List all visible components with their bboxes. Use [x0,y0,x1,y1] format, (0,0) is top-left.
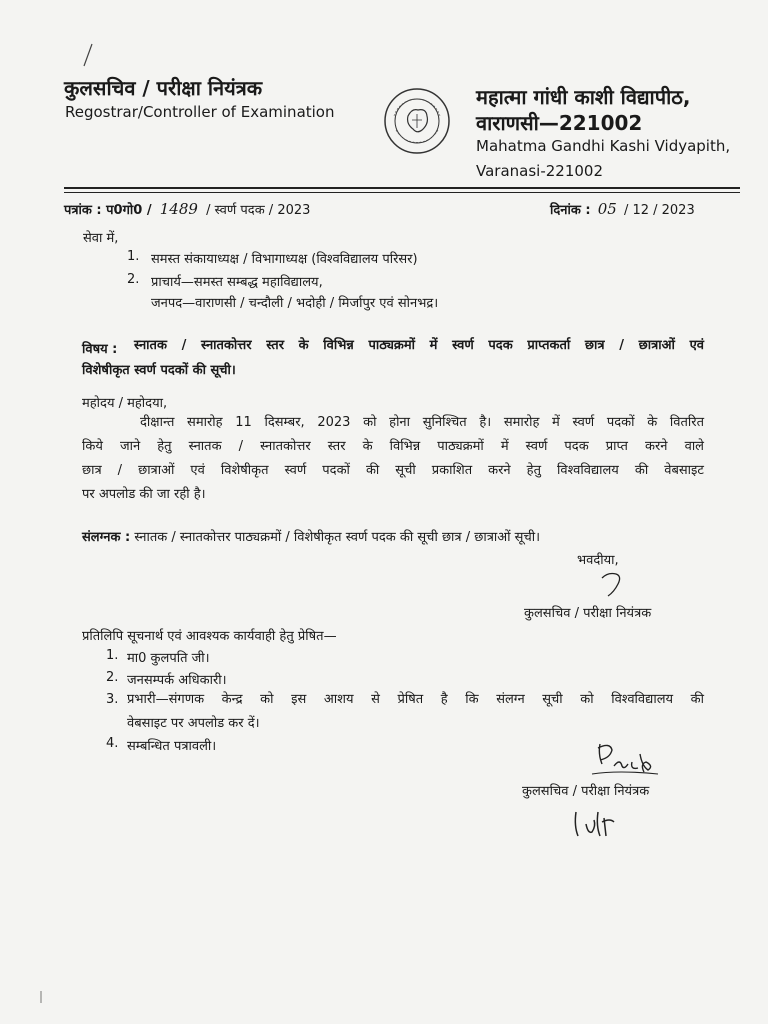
reference-handwritten-number: 1489 [159,200,198,218]
pen-mark [80,42,100,68]
copy-item-3-line-1: प्रभारी—संगणक केन्द्र को इस आशय से प्रेषित है कि संलग्न सूची को विश्वविद्यालय की [127,692,704,707]
greeting: महोदय / महोदया, [82,396,168,411]
reference-suffix: / स्वर्ण पदक / 2023 [206,203,311,218]
body-paragraph [82,411,704,507]
addressee-1-number: 1. [127,249,140,264]
letter-date [550,200,695,218]
enclosure-text: स्नातक / स्नातकोत्तर पाठ्यक्रमों / विशेषीकृत स्वर्ण पदक की सूची छात्र / छात्राओं सूची। [134,530,541,545]
initials-signature [570,808,630,842]
copy-intro: प्रतिलिपि सूचनार्थ एवं आवश्यक कार्यवाही हेतु प्रेषित— [82,629,337,644]
copy-item-2-number: 2. [106,670,119,685]
header-rule-thin [64,192,740,193]
salutation: सेवा में, [83,231,119,246]
copy-item-2: जनसम्पर्क अधिकारी। [127,673,227,688]
body-line-4: पर अपलोड की जा रही है। [82,487,206,502]
signature-tick [598,570,628,598]
copy-item-3-number: 3. [106,692,119,707]
reference-label: पत्रांक : प0गो0 / [64,203,152,218]
university-city-english: Varanasi-221002 [476,162,604,180]
closing-designation: कुलसचिव / परीक्षा नियंत्रक [524,606,652,621]
university-seal [382,86,452,156]
header-rule-thick [64,187,740,189]
date-handwritten-day: 05 [597,200,617,218]
date-label: दिनांक : [550,203,591,218]
subject-line-2: विशेषीकृत स्वर्ण पदकों की सूची। [82,363,236,378]
university-city-hindi: वाराणसी—221002 [476,111,643,135]
addressee-1: समस्त संकायाध्यक्ष / विभागाध्यक्ष (विश्वविद्यालय परिसर) [151,252,418,267]
signature [588,740,668,785]
addressee-2-number: 2. [127,272,140,287]
bottom-designation: कुलसचिव / परीक्षा नियंत्रक [522,784,650,799]
copy-item-3 [127,688,704,712]
scan-mark [36,990,46,1004]
registrar-title-hindi: कुलसचिव / परीक्षा नियंत्रक [64,76,263,100]
enclosure [82,527,540,545]
body-line-3: छात्र / छात्राओं एवं विशेषीकृत स्वर्ण पदकों की सूची प्रकाशित करने हेतु विश्वविद्यालय की वेबसाइट [82,463,704,478]
addressee-2-line2: जनपद—वाराणसी / चन्दौली / भदोही / मिर्जापुर एवं सोनभद्र। [151,296,439,311]
copy-item-3-line-2: वेबसाइट पर अपलोड कर दें। [127,716,260,731]
copy-item-1: मा0 कुलपति जी। [127,651,210,666]
registrar-title-english: Regostrar/Controller of Examination [65,103,335,121]
copy-item-1-number: 1. [106,648,119,663]
copy-item-4: सम्बन्धित पत्रावली। [127,739,217,754]
addressee-2: प्राचार्य—समस्त सम्बद्ध महाविद्यालय, [151,275,323,290]
copy-item-4-number: 4. [106,736,119,751]
date-rest: / 12 / 2023 [623,203,695,218]
subject-line-1: स्नातक / स्नातकोत्तर स्तर के विभिन्न पाठ्यक्रमों में स्वर्ण पदक प्राप्तकर्ता छात्र / छात्राओं एवं [134,338,704,353]
body-line-2: किये जाने हेतु स्नातक / स्नातकोत्तर स्तर के विभिन्न पाठ्यक्रमों में स्वर्ण पदक प्राप्त करने वाले [82,439,704,454]
reference-number [64,200,310,218]
enclosure-label: संलग्नक : [82,530,131,545]
body-line-1: दीक्षान्त समारोह 11 दिसम्बर, 2023 को होना सुनिश्चित है। समारोह में स्वर्ण पदकों के वितरित [140,415,704,430]
university-name-english: Mahatma Gandhi Kashi Vidyapith, [476,137,731,155]
subject-text [134,334,704,358]
closing-yours: भवदीया, [577,553,619,568]
university-name-hindi: महात्मा गांधी काशी विद्यापीठ, [476,85,691,109]
subject-label: विषय : [82,342,118,357]
